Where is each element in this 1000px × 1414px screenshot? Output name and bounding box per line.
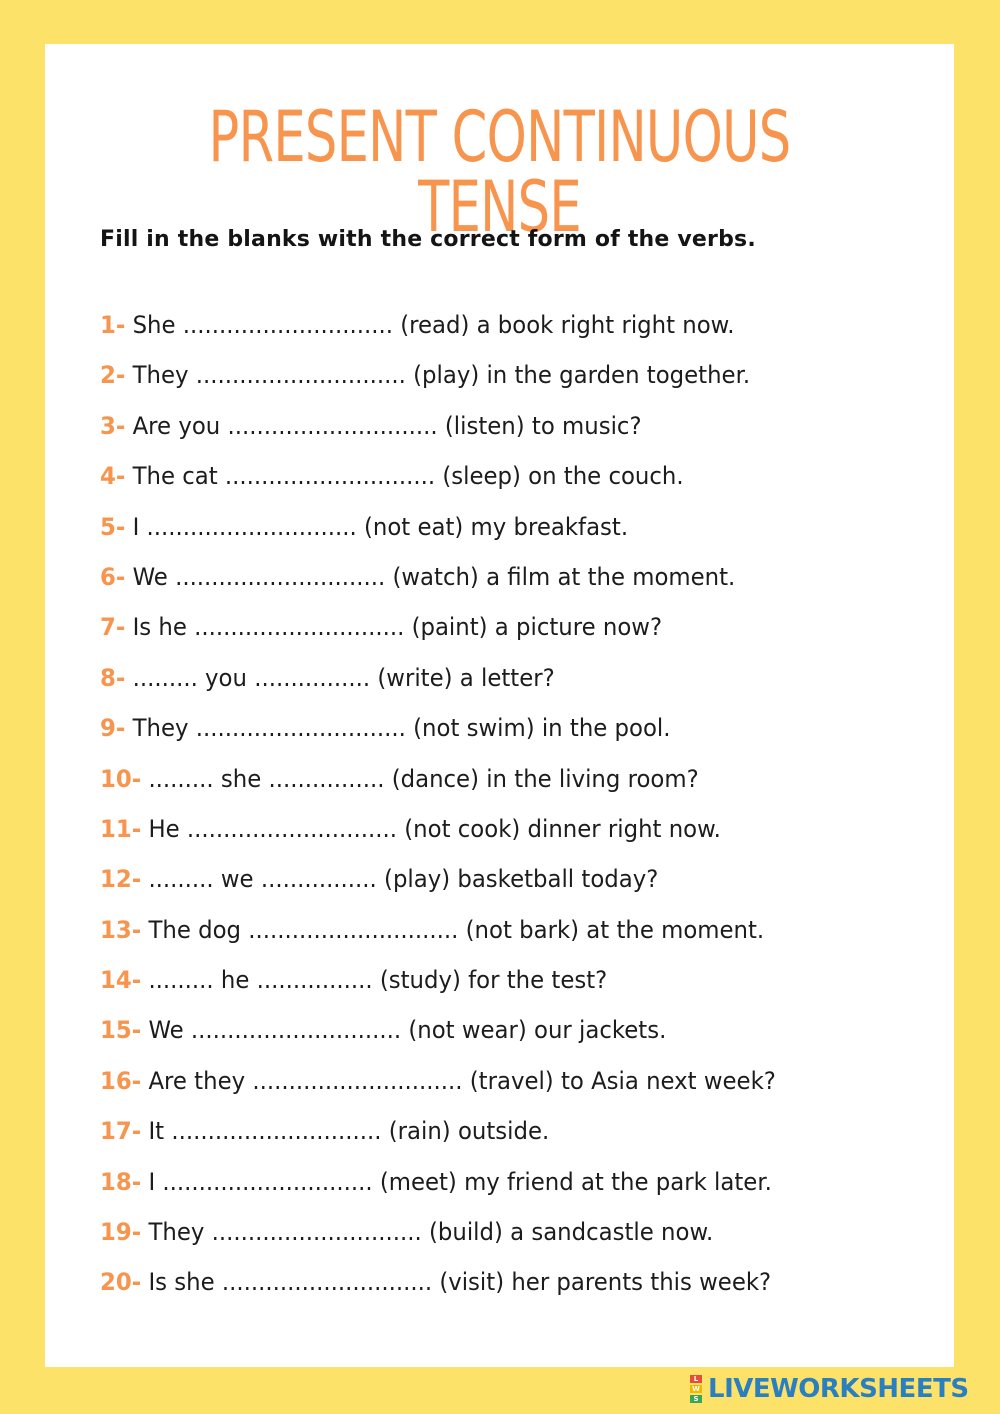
worksheet-page	[45, 44, 954, 1367]
exercise-item	[100, 508, 776, 558]
exercise-item	[100, 558, 776, 608]
exercise-number: 20-	[100, 1268, 142, 1297]
exercise-number: 12-	[100, 865, 142, 894]
exercise-sentence: Are they ............................. (travel) to Asia next week?	[141, 1066, 776, 1095]
exercise-number: 6-	[100, 562, 126, 591]
exercise-sentence: We ............................. (not wear) our jackets.	[141, 1016, 667, 1045]
exercise-item	[100, 306, 776, 356]
exercise-sentence: Are you ............................. (listen) to music?	[125, 411, 642, 440]
exercise-item	[100, 911, 776, 961]
exercise-number: 16-	[100, 1066, 142, 1095]
exercise-item	[100, 1011, 776, 1061]
exercise-number: 13-	[100, 915, 142, 944]
exercise-item	[100, 1062, 776, 1112]
exercise-number: 17-	[100, 1117, 142, 1146]
exercise-sentence: We ............................. (watch) a film at the moment.	[125, 562, 736, 591]
logo-mark-letter: L	[690, 1375, 702, 1383]
exercise-sentence: ......... we ................ (play) basketball today?	[141, 865, 659, 894]
exercise-item	[100, 457, 776, 507]
exercise-item	[100, 760, 776, 810]
exercise-number: 8-	[100, 663, 126, 692]
exercise-sentence: The cat ............................. (sleep) on the couch.	[125, 462, 684, 491]
exercise-item	[100, 407, 776, 457]
exercise-item	[100, 1263, 776, 1313]
brand-name: LIVEWORKSHEETS	[708, 1374, 969, 1404]
exercise-sentence: ......... he ................ (study) for the test?	[141, 966, 608, 995]
exercise-sentence: ......... you ................ (write) a letter?	[125, 663, 555, 692]
exercise-sentence: The dog ............................. (not bark) at the moment.	[141, 915, 765, 944]
exercise-item	[100, 1213, 776, 1263]
exercise-sentence: They ............................. (build) a sandcastle now.	[141, 1218, 714, 1247]
exercise-sentence: ......... she ................ (dance) in the living room?	[141, 764, 699, 793]
exercise-sentence: Is she ............................. (visit) her parents this week?	[141, 1268, 772, 1297]
exercise-number: 14-	[100, 966, 142, 995]
page-title: PRESENT CONTINUOUS TENSE	[208, 96, 791, 248]
exercise-number: 3-	[100, 411, 126, 440]
exercise-number: 15-	[100, 1016, 142, 1045]
logo-mark-icon	[690, 1375, 704, 1403]
exercise-sentence: They ............................. (play) in the garden together.	[125, 361, 751, 390]
exercise-number: 7-	[100, 613, 126, 642]
exercise-number: 19-	[100, 1218, 142, 1247]
exercise-sentence: She ............................. (read) a book right right now.	[125, 311, 735, 339]
exercise-number: 18-	[100, 1167, 142, 1196]
exercise-number: 4-	[100, 462, 126, 491]
exercise-item	[100, 961, 776, 1011]
exercise-sentence: I ............................. (not eat) my breakfast.	[125, 512, 629, 541]
exercise-number: 1-	[100, 311, 126, 339]
exercise-number: 5-	[100, 512, 126, 541]
exercise-item	[100, 810, 776, 860]
exercise-number: 2-	[100, 361, 126, 390]
exercise-number: 9-	[100, 714, 126, 743]
exercise-sentence: They ............................. (not swim) in the pool.	[125, 714, 671, 743]
exercise-sentence: I ............................. (meet) my friend at the park later.	[141, 1167, 772, 1196]
logo-mark-letter: S	[690, 1395, 702, 1403]
liveworksheets-logo[interactable]	[690, 1374, 969, 1404]
instructions: Fill in the blanks with the correct form of the verbs.	[100, 227, 756, 252]
exercise-sentence: He ............................. (not cook) dinner right now.	[141, 814, 721, 843]
exercise-item	[100, 1163, 776, 1213]
exercise-list	[100, 306, 811, 1314]
exercise-item	[100, 709, 776, 759]
exercise-sentence: Is he ............................. (paint) a picture now?	[125, 613, 663, 642]
exercise-number: 10-	[100, 764, 142, 793]
logo-mark-letter: W	[690, 1385, 702, 1393]
exercise-number: 11-	[100, 814, 142, 843]
exercise-item	[100, 608, 776, 658]
exercise-sentence: It ............................. (rain) outside.	[141, 1117, 550, 1146]
exercise-item	[100, 1112, 776, 1162]
exercise-item	[100, 659, 776, 709]
exercise-item	[100, 860, 776, 910]
exercise-item	[100, 356, 776, 406]
